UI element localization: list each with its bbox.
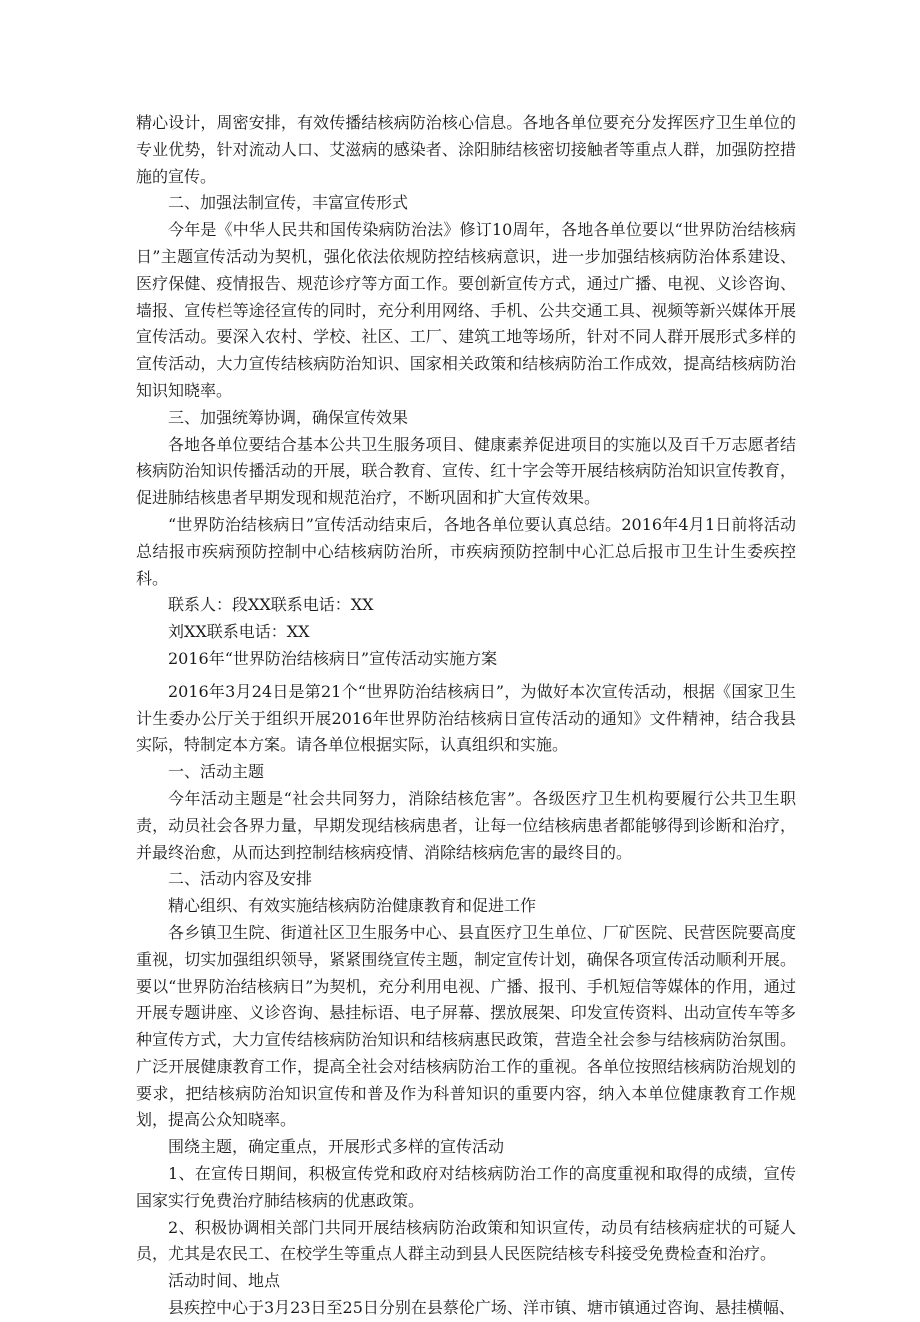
section-heading: 二、加强法制宣传，丰富宣传形式 <box>168 193 409 213</box>
contact-line: 刘XX联系电话：XX <box>168 622 310 642</box>
document-body <box>136 110 796 1322</box>
contact-line: 联系人：段XX联系电话：XX <box>168 595 374 615</box>
section-heading: 二、活动内容及安排 <box>168 869 313 889</box>
paragraph: “世界防治结核病日”宣传活动结束后，各地各单位要认真总结。2016年4月1日前将活动总结报市疾病预防控制中心结核病防治所，市疾病预防控制中心汇总后报市卫生计生委疾控科。 <box>136 514 796 588</box>
list-item: 1、在宣传日期间，积极宣传党和政府对结核病防治工作的高度重视和取得的成绩，宣传国家实行免费治疗肺结核病的优惠政策。 <box>136 1164 796 1210</box>
paragraph: 各乡镇卫生院、街道社区卫生服务中心、县直医疗卫生单位、厂矿医院、民营医院要高度重视，切实加强组织领导，紧紧围绕宣传主题，制定宣传计划，确保各项宣传活动顺利开展。要以“世界防治结核病日”为契机，充分利用电视、广播、报刊、手机短信等媒体的作用，通过开展专题讲座、义诊咨询、悬挂标语、电子屏幕、摆放展架、印发宣传资料、出动宣传车等多种宣传方式，大力宣传结核病防治知识和结核病惠民政策，营造全社会参与结核病防治氛围。广泛开展健康教育工作，提高全社会对结核病防治工作的重视。各单位按照结核病防治规划的要求，把结核病防治知识宣传和普及作为科普知识的重要内容，纳入本单位健康教育工作规划，提高公众知晓率。 <box>136 922 796 1130</box>
list-item: 2、积极协调相关部门共同开展结核病防治政策和知识宣传，动员有结核病症状的可疑人员，尤其是农民工、在校学生等重点人群主动到县人民医院结核专科接受免费检查和治疗。 <box>136 1217 796 1264</box>
section-heading: 三、加强统筹协调，确保宣传效果 <box>168 407 409 427</box>
subsection-heading: 活动时间、地点 <box>168 1271 281 1291</box>
subsection-heading: 精心组织、有效实施结核病防治健康教育和促进工作 <box>168 896 537 916</box>
paragraph: 各地各单位要结合基本公共卫生服务项目、健康素养促进项目的实施以及百千万志愿者结核病防治知识传播活动的开展，联合教育、宣传、红十字会等开展结核病防治知识宣传教育，促进肺结核患者早期发现和规范治疗，不断巩固和扩大宣传效果。 <box>136 434 796 508</box>
plan-title: 2016年“世界防治结核病日”宣传活动实施方案 <box>168 648 498 668</box>
paragraph: 县疾控中心于3月23日至25日分别在县蔡伦广场、洋市镇、塘市镇通过咨询、悬挂横幅、 <box>168 1298 795 1318</box>
paragraph: 今年活动主题是“社会共同努力，消除结核危害”。各级医疗卫生机构要履行公共卫生职责，动员社会各界力量，早期发现结核病患者，让每一位结核病患者都能够得到诊断和治疗，并最终治愈，从而达到控制结核病疫情、消除结核病危害的最终目的。 <box>136 788 796 862</box>
section-heading: 一、活动主题 <box>168 762 265 782</box>
paragraph: 精心设计，周密安排，有效传播结核病防治核心信息。各地各单位要充分发挥医疗卫生单位的专业优势，针对流动人口、艾滋病的感染者、涂阳肺结核密切接触者等重点人群，加强防控措施的宣传。 <box>136 113 796 186</box>
subsection-heading: 围绕主题，确定重点，开展形式多样的宣传活动 <box>168 1137 505 1157</box>
paragraph: 今年是《中华人民共和国传染病防治法》修订10周年，各地各单位要以“世界防治结核病日”主题宣传活动为契机，强化依法依规防控结核病意识，进一步加强结核病防治体系建设、医疗保健、疫情报告、规范诊疗等方面工作。要创新宣传方式，通过广播、电视、义诊咨询、墙报、宣传栏等途径宣传的同时，充分利用网络、手机、公共交通工具、视频等新兴媒体开展宣传活动。要深入农村、学校、社区、工厂、建筑工地等场所，针对不同人群开展形式多样的宣传活动，大力宣传结核病防治知识、国家相关政策和结核病防治工作成效，提高结核病防治知识知晓率。 <box>136 220 796 400</box>
paragraph: 2016年3月24日是第21个“世界防治结核病日”，为做好本次宣传活动，根据《国家卫生计生委办公厅关于组织开展2016年世界防治结核病日宣传活动的通知》文件精神，结合我县实际，特制定本方案。请各单位根据实际，认真组织和实施。 <box>136 681 796 755</box>
